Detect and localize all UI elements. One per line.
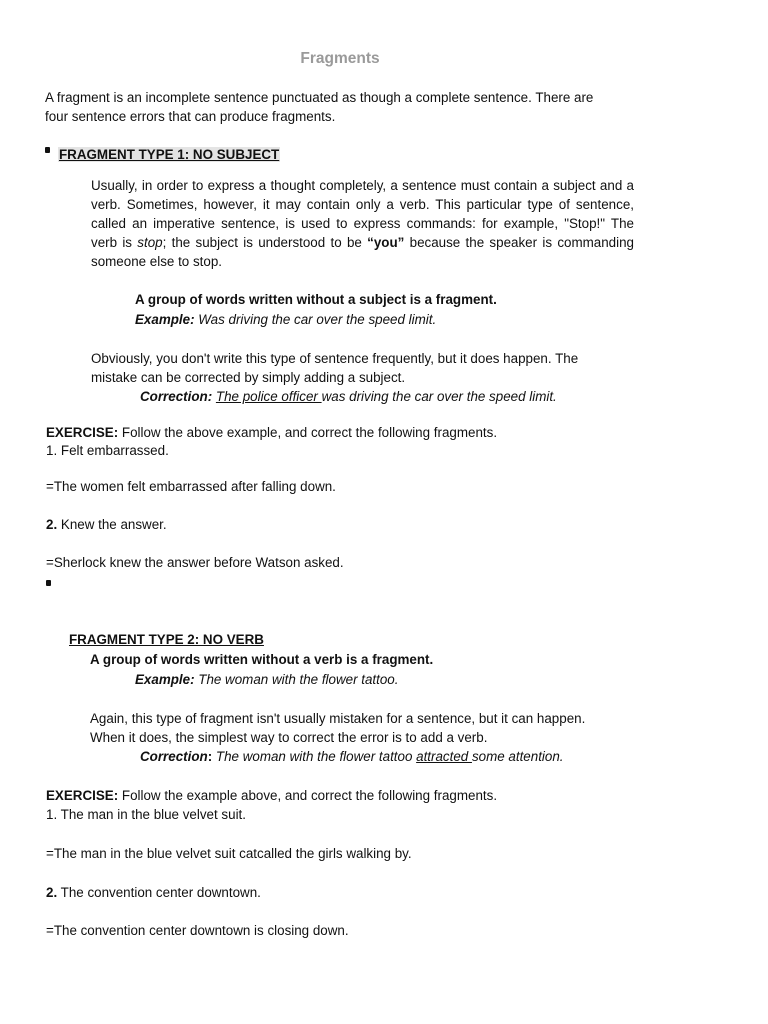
exercise1-answer-2: =Sherlock knew the answer before Watson asked. [46,555,344,570]
type1-correction [140,387,557,406]
type2-example-text: The woman with the flower tattoo. [194,672,399,687]
type1-example [135,310,436,329]
type1-rule-text: A group of words written without a subject is a fragment. [135,292,497,307]
exercise1-item-1-num: 1. [46,443,58,458]
type2-example-label: Example: [135,672,195,687]
type1-rule [135,290,497,309]
type1-para-text-1: Usually, in order to express a thought completely, a sentence must contain a subject and a verb. Sometimes, however, it may contain only a verb. This particular type of sentence, called an imperative sentence, is used to express commands: for example, "Stop!" The verb is [91,178,634,250]
exercise2-item-1-text: The man in the blue velvet suit. [57,807,246,822]
exercise1-item-2-text: Knew the answer. [57,517,167,532]
bullet-icon [45,147,50,153]
type2-correction-before: The woman with the flower tattoo [212,749,417,764]
exercise1-instruction-text: Follow the above example, and correct the following fragments. [118,425,498,440]
type2-rule [90,650,433,669]
type1-heading: FRAGMENT TYPE 1: NO SUBJECT [59,147,280,162]
type1-para-text-3: because the speaker is commanding someone else to stop. [91,235,634,269]
exercise1-label: EXERCISE: [46,425,119,440]
intro-line-1: A fragment is an incomplete sentence punctuated as though a complete sentence. There are [45,90,594,105]
exercise2-item-1 [46,805,246,824]
type2-heading: FRAGMENT TYPE 2: NO VERB [69,632,264,647]
type2-correction-underlined: attracted [416,749,472,764]
exercise2-answer-2: =The convention center downtown is closing down. [46,923,349,938]
exercise2-item-1-num: 1. [46,807,58,822]
type1-paragraph [91,176,634,271]
exercise1-item-2-num: 2. [46,517,58,532]
type1-obvious-line-2: mistake can be corrected by simply adding a subject. [91,370,406,385]
type2-example [135,670,398,689]
exercise2-instruction [46,786,497,805]
type1-para-stop: stop [137,235,163,250]
type2-correction-label: Correction [140,749,208,764]
type2-heading-row [68,630,265,649]
intro-line-2: four sentence errors that can produce fragments. [45,109,336,124]
type1-para-text-2: ; the subject is understood to be [162,235,368,250]
exercise2-item-2-num: 2. [46,885,58,900]
type1-correction-label: Correction: [140,389,213,404]
exercise1-item-1-text: Felt embarrassed. [57,443,169,458]
type2-again-line-1: Again, this type of fragment isn't usually mistaken for a sentence, but it can happen. [90,711,586,726]
exercise1-item-1 [46,441,169,460]
exercise2-label: EXERCISE: [46,788,119,803]
type1-correction-rest: was driving the car over the speed limit. [321,389,557,404]
type1-heading-row [58,145,280,164]
bullet-icon [46,580,51,586]
exercise2-answer-1: =The man in the blue velvet suit catcalled the girls walking by. [46,846,412,861]
type2-rule-text: A group of words written without a verb is a fragment. [90,652,434,667]
type2-correction [140,747,564,766]
type1-example-label: Example: [135,312,195,327]
type1-correction-underlined: The police officer [215,389,322,404]
type2-correction-colon: : [207,749,213,764]
exercise1-answer-1: =The women felt embarrassed after falling down. [46,479,336,494]
exercise2-item-2 [46,883,261,902]
type2-again-line-2: When it does, the simplest way to correct the error is to add a verb. [90,730,488,745]
page-title: Fragments [300,50,380,67]
exercise2-item-2-text: The convention center downtown. [57,885,261,900]
exercise1-instruction [46,423,497,442]
exercise1-item-2 [46,515,167,534]
exercise2-instruction-text: Follow the example above, and correct the following fragments. [118,788,498,803]
type1-obvious-line-1: Obviously, you don't write this type of sentence frequently, but it does happen. The [91,351,579,366]
type1-example-text: Was driving the car over the speed limit. [194,312,437,327]
type1-para-you: “you” [367,235,405,250]
type2-correction-after: some attention. [471,749,564,764]
